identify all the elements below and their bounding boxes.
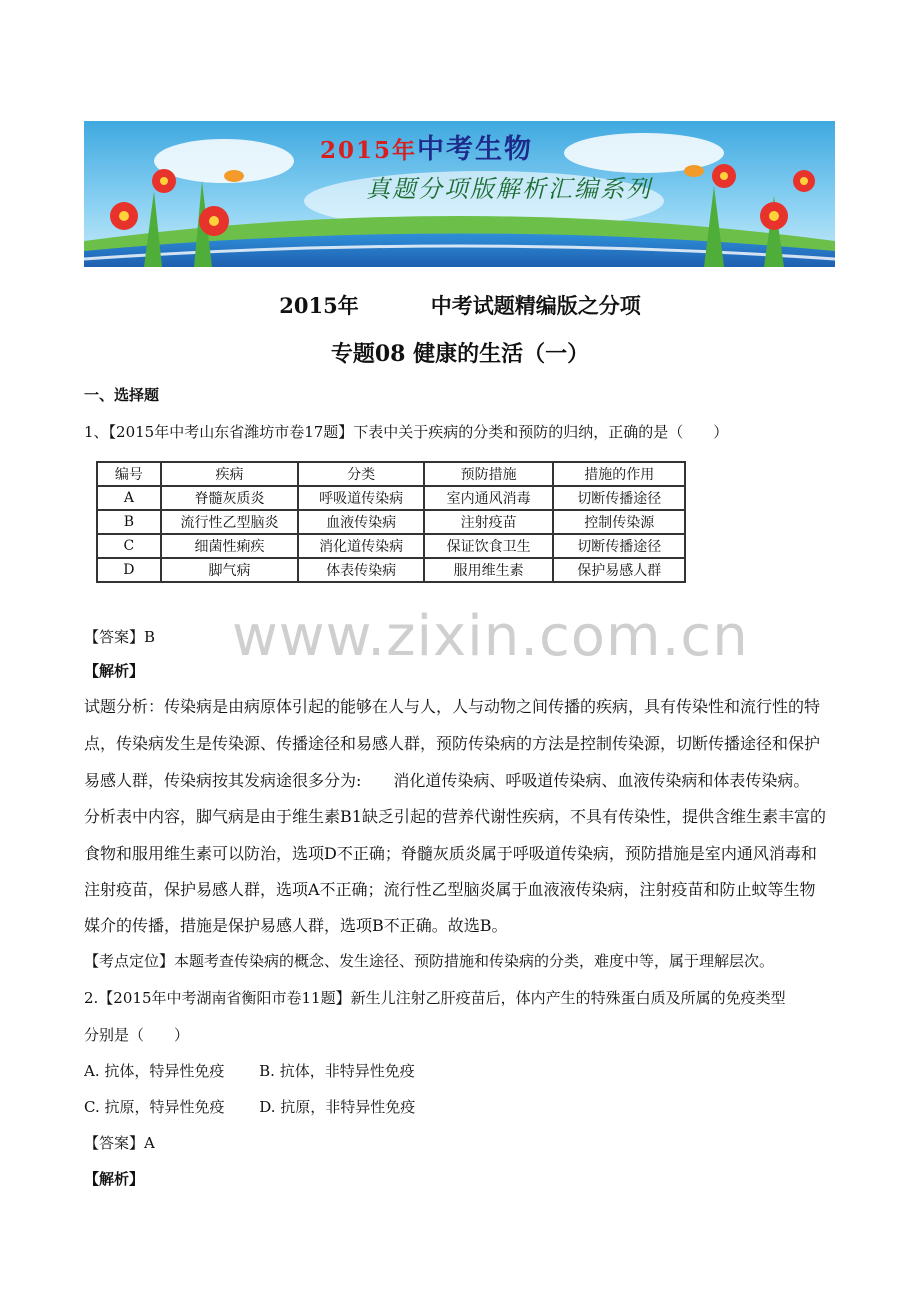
- table-row: [97, 486, 685, 510]
- table-cell: 血液传染病: [298, 510, 424, 534]
- question-2-analysis-title: 【解析】: [84, 1170, 145, 1188]
- analysis-line: 分析表中内容，脚气病是由于维生素B1缺乏引起的营养代谢性疾病，不具有传染性，提供含维生素丰富的: [84, 807, 826, 826]
- question-2-options-row-1: A. 抗体，特异性免疫 B. 抗体，非特异性免疫: [84, 1062, 415, 1080]
- table-cell: 保护易感人群: [553, 558, 685, 582]
- header-banner: [84, 121, 835, 267]
- table-row: [97, 510, 685, 534]
- watermark: www.zixin.com.cn: [232, 604, 749, 669]
- analysis-line: 点，传染病发生是传染源、传播途径和易感人群，预防传染病的方法是控制传染源，切断传播途径和保护: [84, 734, 821, 753]
- table-cell: B: [97, 510, 161, 534]
- table-cell: 保证饮食卫生: [424, 534, 554, 558]
- table-cell: 控制传染源: [553, 510, 685, 534]
- table-header-cell: 分类: [298, 462, 424, 486]
- table-cell: 切断传播途径: [553, 486, 685, 510]
- table-cell: 体表传染病: [298, 558, 424, 582]
- table-cell: 呼吸道传染病: [298, 486, 424, 510]
- document-title: 2015年 中考试题精编版之分项: [279, 293, 641, 318]
- question-2-stem-line-2: 分别是（ ）: [84, 1026, 190, 1044]
- table-header-cell: 预防措施: [424, 462, 554, 486]
- table-cell: 脊髓灰质炎: [161, 486, 299, 510]
- banner-title: 2015年中考生物: [320, 134, 534, 165]
- table-cell: 服用维生素: [424, 558, 554, 582]
- table-cell: 室内通风消毒: [424, 486, 554, 510]
- analysis-line: 食物和服用维生素可以防治，选项D不正确；脊髓灰质炎属于呼吸道传染病，预防措施是室内通风消毒和: [84, 844, 817, 863]
- analysis-line: 媒介的传播，措施是保护易感人群，选项B不正确。故选B。: [84, 916, 508, 935]
- question-1-point: 【考点定位】本题考查传染病的概念、发生途径、预防措施和传染病的分类，难度中等，属于理解层次。: [84, 952, 775, 970]
- table-cell: 细菌性痢疾: [161, 534, 299, 558]
- question-2-answer: 【答案】A: [84, 1134, 155, 1152]
- table-row: [97, 534, 685, 558]
- analysis-line: 注射疫苗，保护易感人群，选项A不正确；流行性乙型脑炎属于血液液传染病，注射疫苗和防止蚊等生物: [84, 880, 816, 899]
- table-row: [97, 558, 685, 582]
- table-cell: 消化道传染病: [298, 534, 424, 558]
- question-2-options-row-2: C. 抗原，特异性免疫 D. 抗原，非特异性免疫: [84, 1098, 416, 1116]
- table-cell: 流行性乙型脑炎: [161, 510, 299, 534]
- table-cell: D: [97, 558, 161, 582]
- disease-table: [96, 461, 686, 583]
- table-cell: 切断传播途径: [553, 534, 685, 558]
- question-1-analysis-title: 【解析】: [84, 662, 145, 680]
- analysis-line: 试题分析：传染病是由病原体引起的能够在人与人，人与动物之间传播的疾病，具有传染性和流行性的特: [84, 697, 821, 716]
- question-2-stem-line-1: 2.【2015年中考湖南省衡阳市卷11题】新生儿注射乙肝疫苗后，体内产生的特殊蛋白质及所属的免疫类型: [84, 989, 786, 1007]
- table-header-cell: 编号: [97, 462, 161, 486]
- table-header-cell: 措施的作用: [553, 462, 685, 486]
- table-header-row: [97, 462, 685, 486]
- table-cell: A: [97, 486, 161, 510]
- analysis-line: 易感人群，传染病按其发病途很多分为: 消化道传染病、呼吸道传染病、血液传染病和体表传染病。: [84, 771, 810, 790]
- document-subtitle: 专题08 健康的生活（一）: [330, 341, 590, 367]
- question-1-stem: 1、【2015年中考山东省潍坊市卷17题】下表中关于疾病的分类和预防的归纳，正确的是（ ）: [84, 423, 729, 441]
- question-1-answer: 【答案】B: [84, 628, 156, 646]
- banner-subtitle: 真题分项版解析汇编系列: [366, 175, 652, 203]
- table-header-cell: 疾病: [161, 462, 299, 486]
- table-cell: 注射疫苗: [424, 510, 554, 534]
- table-cell: 脚气病: [161, 558, 299, 582]
- table-cell: C: [97, 534, 161, 558]
- section-heading: 一、选择题: [84, 386, 160, 404]
